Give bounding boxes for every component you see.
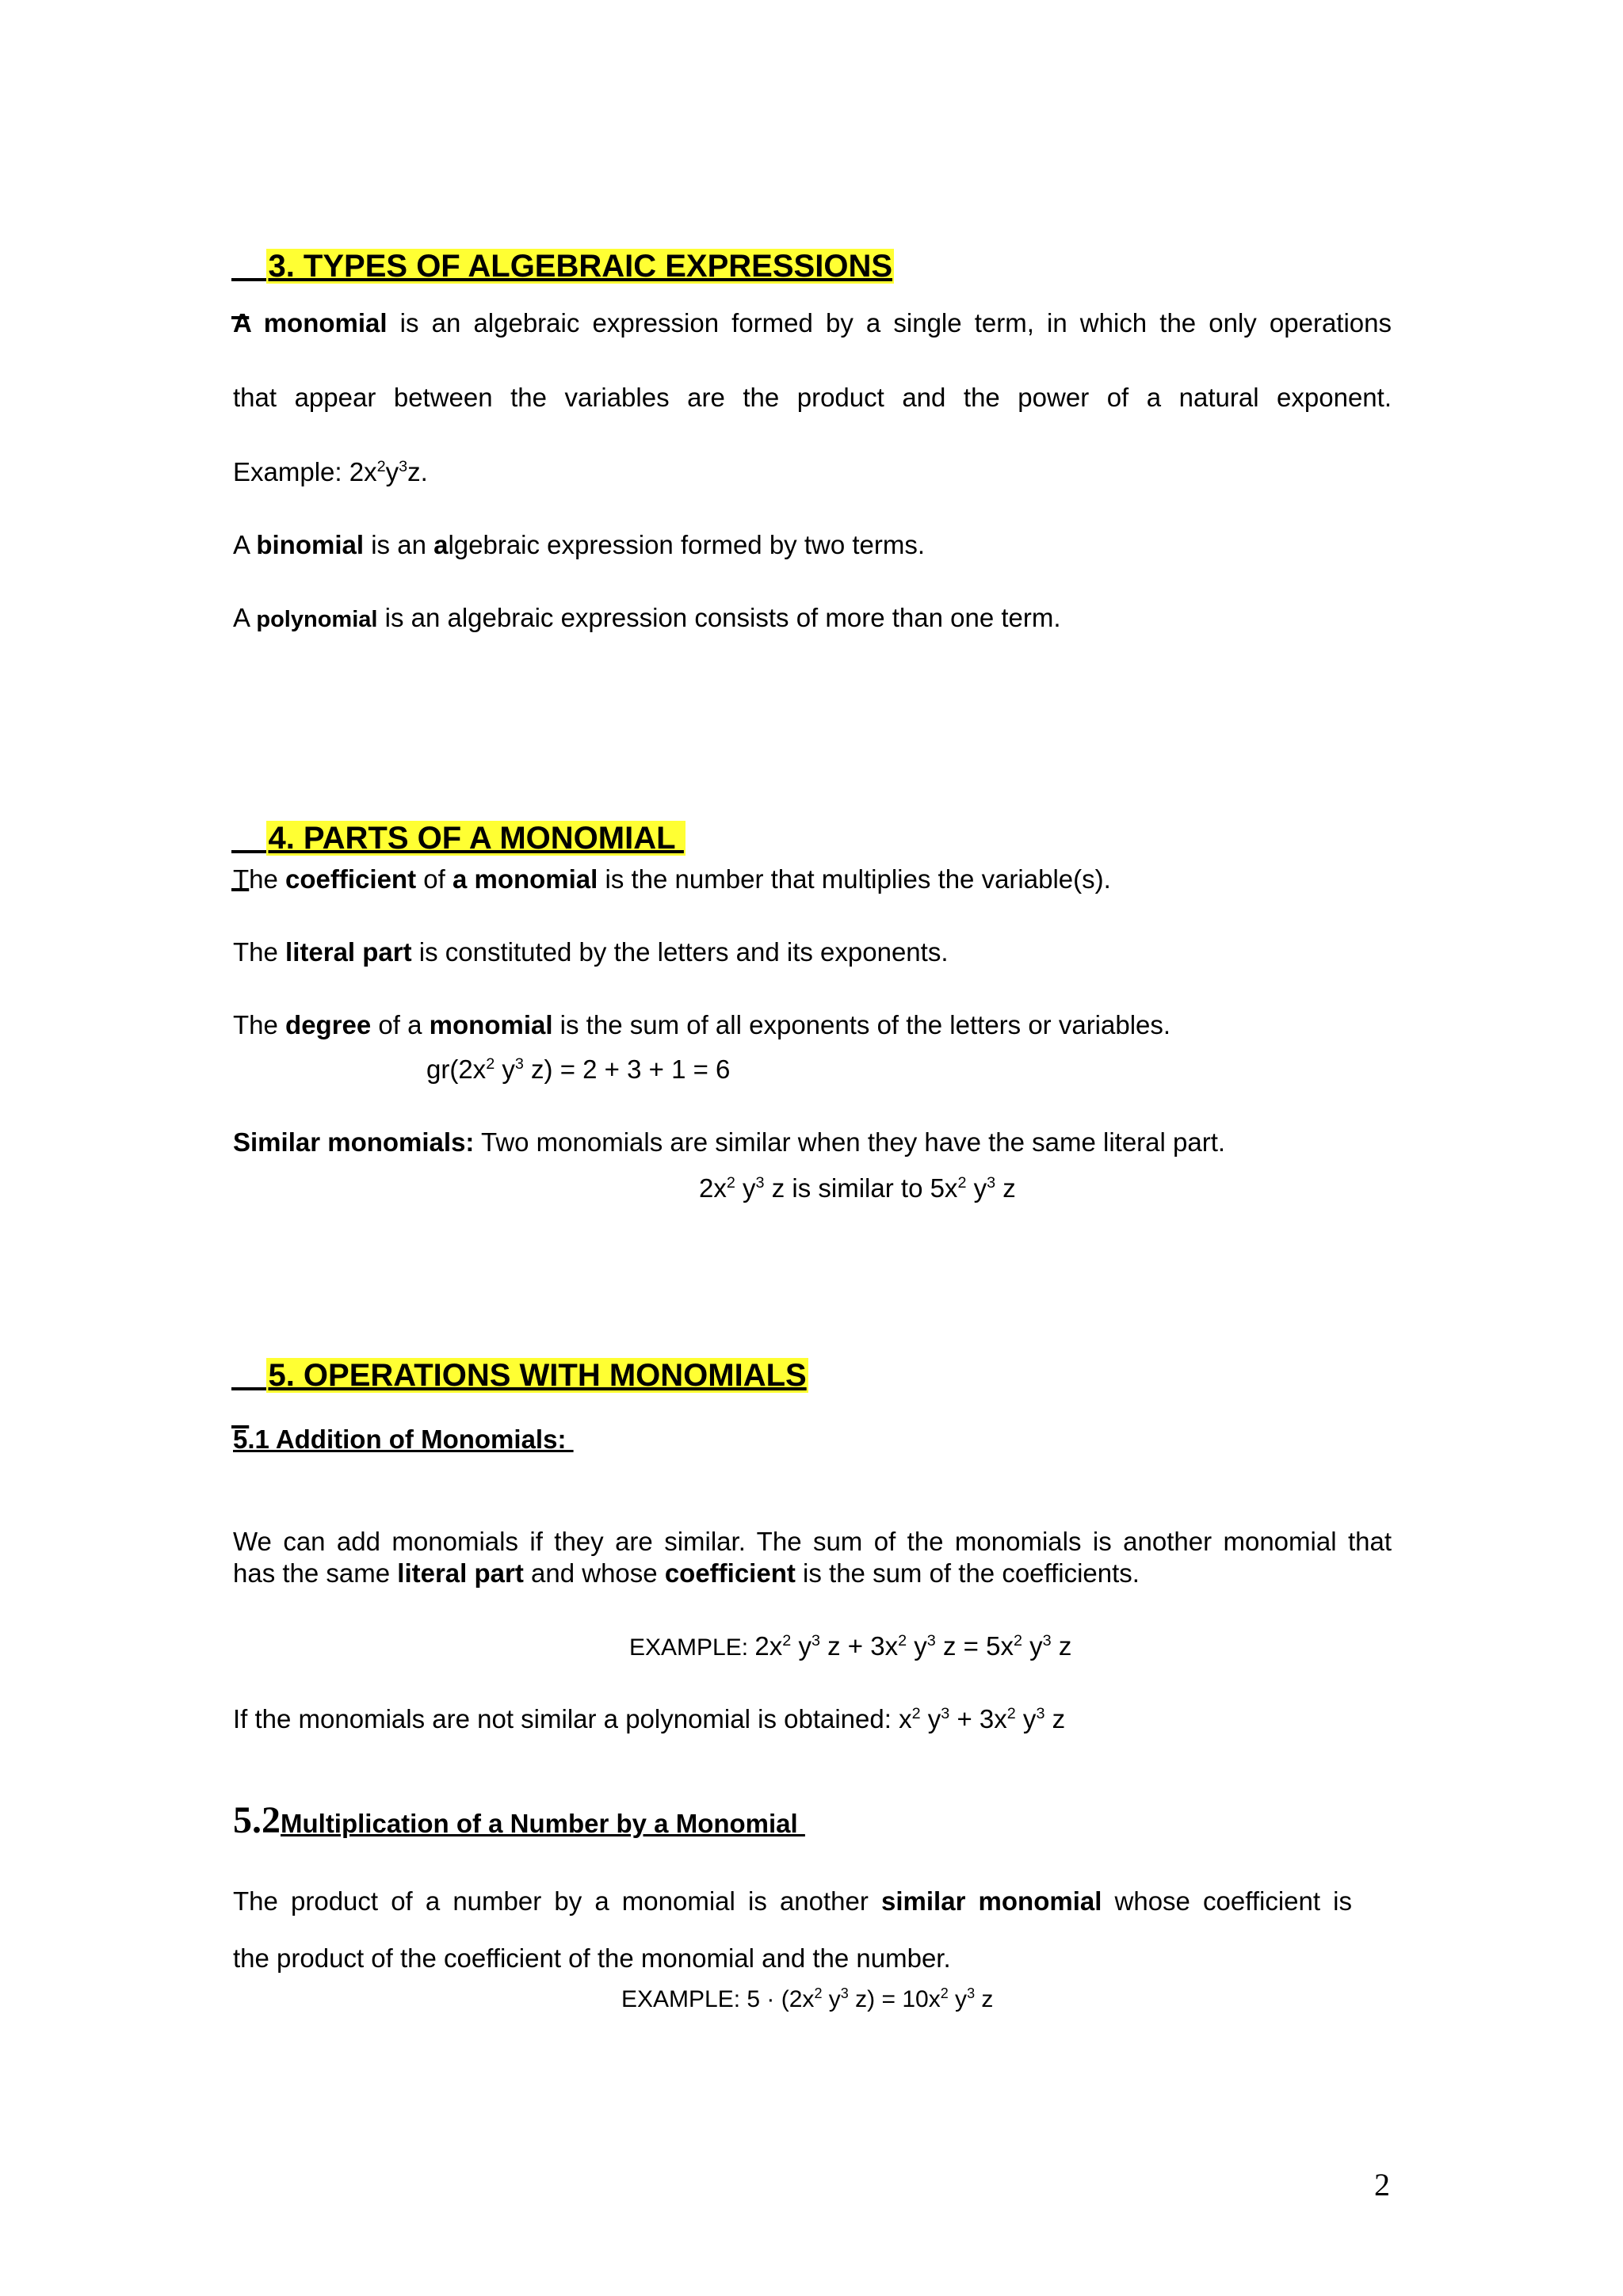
- section-5-heading-text: 5. OPERATIONS WITH MONOMIALS: [268, 1358, 807, 1393]
- text: z) = 10x: [848, 1986, 941, 2012]
- section-4-heading-text: 4. PARTS OF A MONOMIAL: [268, 821, 684, 856]
- text: y: [966, 1173, 987, 1203]
- literal-part-definition: [233, 936, 949, 968]
- subsection-title: Multiplication of a Number by a Monomial: [281, 1809, 805, 1838]
- multiplication-subheading: [233, 1798, 805, 1842]
- exponent: 3: [811, 1632, 820, 1650]
- exponent: 2: [911, 1705, 921, 1722]
- exponent: 3: [1042, 1632, 1052, 1650]
- text: y: [791, 1631, 812, 1661]
- text: y: [735, 1173, 756, 1203]
- subsection-number: 5.2: [233, 1799, 281, 1841]
- exponent: 3: [399, 458, 408, 475]
- bold-text: monomial: [429, 1010, 553, 1039]
- text: A: [233, 530, 257, 559]
- text: y: [495, 1055, 515, 1084]
- text: gr(2x: [426, 1055, 487, 1084]
- text: If the monomials are not similar a polynomial is obtained: x: [233, 1704, 912, 1733]
- exponent: 3: [1036, 1705, 1045, 1722]
- text: whose coefficient is: [1102, 1886, 1352, 1916]
- text: A: [233, 603, 257, 632]
- text: Two monomials are similar when they have the same literal part.: [474, 1127, 1226, 1157]
- text: 2x: [754, 1631, 783, 1661]
- text: z: [975, 1986, 994, 2012]
- text: The: [233, 937, 286, 967]
- similar-monomials-definition: [233, 1127, 1225, 1158]
- degree-definition: [233, 1009, 1170, 1041]
- text: is the sum of the coefficients.: [795, 1558, 1140, 1588]
- monomial-definition-line1: [233, 307, 1392, 339]
- monomial-definition-text: is an algebraic expression formed by a single term, in which the only operations: [387, 308, 1392, 338]
- text: y: [1015, 1704, 1037, 1733]
- text: and whose: [523, 1558, 665, 1588]
- exponent: 3: [926, 1632, 936, 1650]
- text: z = 5x: [935, 1631, 1014, 1661]
- exponent: 3: [941, 1705, 950, 1722]
- non-similar-addition: [233, 1703, 1065, 1735]
- coefficient-term: coefficient: [664, 1558, 796, 1588]
- exponent: 3: [840, 1985, 849, 2001]
- monomial-term: A monomial: [233, 308, 388, 338]
- exponent: 3: [755, 1174, 765, 1192]
- exponent: 2: [782, 1632, 792, 1650]
- text: y: [907, 1631, 927, 1661]
- text: lgebraic expression formed by two terms.: [448, 530, 926, 559]
- text: The product of a number by a monomial is another: [233, 1886, 882, 1916]
- multiplication-line1: [233, 1886, 1352, 1917]
- multiplication-line2: the product of the coefficient of the monomial and the number.: [233, 1943, 951, 1973]
- exponent: 2: [486, 1055, 495, 1073]
- similar-monomials-term: Similar monomials:: [233, 1127, 475, 1157]
- multiplication-example: [621, 1984, 993, 2016]
- monomial-example: [233, 456, 428, 488]
- text: y: [1022, 1631, 1043, 1661]
- section-5-heading: [231, 1318, 808, 1432]
- similar-monomials-example: [699, 1173, 1016, 1204]
- exponent: 2: [814, 1985, 823, 2001]
- section-3-heading-text: 3. TYPES OF ALGEBRAIC EXPRESSIONS: [268, 249, 893, 284]
- example-prefix: Example: 2x: [233, 457, 377, 486]
- variable-y: y: [385, 457, 399, 486]
- coefficient-definition: [233, 864, 1111, 895]
- exponent: 2: [726, 1174, 735, 1192]
- text: y: [822, 1986, 841, 2012]
- text: The: [233, 1010, 286, 1039]
- addition-example: [629, 1630, 1071, 1664]
- text: of a: [371, 1010, 430, 1039]
- text: of: [416, 864, 453, 894]
- exponent: 2: [898, 1632, 907, 1650]
- text: z: [1044, 1704, 1066, 1733]
- text: z) = 2 + 3 + 1 = 6: [523, 1055, 731, 1084]
- text: 2x: [699, 1173, 727, 1203]
- bold-letter: a: [433, 530, 449, 559]
- exponent: 2: [1006, 1705, 1016, 1722]
- text: is constituted by the letters and its exponents.: [411, 937, 949, 967]
- degree-term: degree: [285, 1010, 372, 1039]
- text: has the same: [233, 1558, 398, 1588]
- example-suffix: z.: [407, 457, 428, 486]
- text: is an: [364, 530, 434, 559]
- addition-line2: [233, 1558, 1140, 1589]
- page-number: 2: [1374, 2167, 1390, 2203]
- text: + 3x: [949, 1704, 1007, 1733]
- exponent: 2: [1013, 1632, 1022, 1650]
- example-label: EXAMPLE:: [621, 1986, 747, 2012]
- polynomial-term: polynomial: [256, 607, 378, 632]
- text: is the number that multiplies the variable(s).: [598, 864, 1111, 894]
- literal-part-term: literal part: [397, 1558, 524, 1588]
- exponent: 3: [967, 1985, 976, 2001]
- text: is an algebraic expression consists of more than one term.: [377, 603, 1061, 632]
- text: z: [1051, 1631, 1072, 1661]
- exponent: 3: [514, 1055, 524, 1073]
- degree-formula: [426, 1054, 730, 1085]
- text: z + 3x: [819, 1631, 899, 1661]
- text: The: [233, 864, 286, 894]
- text: 5 · (2x: [747, 1986, 815, 2012]
- similar-monomial-term: similar monomial: [881, 1886, 1102, 1916]
- text: z is similar to 5x: [764, 1173, 958, 1203]
- coefficient-term: coefficient: [285, 864, 417, 894]
- exponent: 2: [940, 1985, 949, 2001]
- polynomial-definition: [233, 602, 1061, 635]
- binomial-term: binomial: [256, 530, 365, 559]
- exponent: 3: [987, 1174, 996, 1192]
- literal-part-term: literal part: [285, 937, 412, 967]
- text: y: [948, 1986, 968, 2012]
- addition-line1: We can add monomials if they are similar. The sum of the monomials is another monomial that: [233, 1527, 1392, 1556]
- binomial-definition: [233, 529, 925, 561]
- example-label: EXAMPLE:: [629, 1634, 755, 1661]
- section-3-heading: [231, 209, 894, 323]
- addition-subheading: 5.1 Addition of Monomials:: [233, 1425, 574, 1454]
- exponent: 2: [957, 1174, 967, 1192]
- text: y: [920, 1704, 941, 1733]
- bold-text: a monomial: [452, 864, 598, 894]
- exponent: 2: [376, 458, 386, 475]
- monomial-definition-line2: that appear between the variables are the product and the power of a natural exponent.: [233, 383, 1392, 412]
- text: z: [995, 1173, 1016, 1203]
- text: is the sum of all exponents of the letters or variables.: [552, 1010, 1171, 1039]
